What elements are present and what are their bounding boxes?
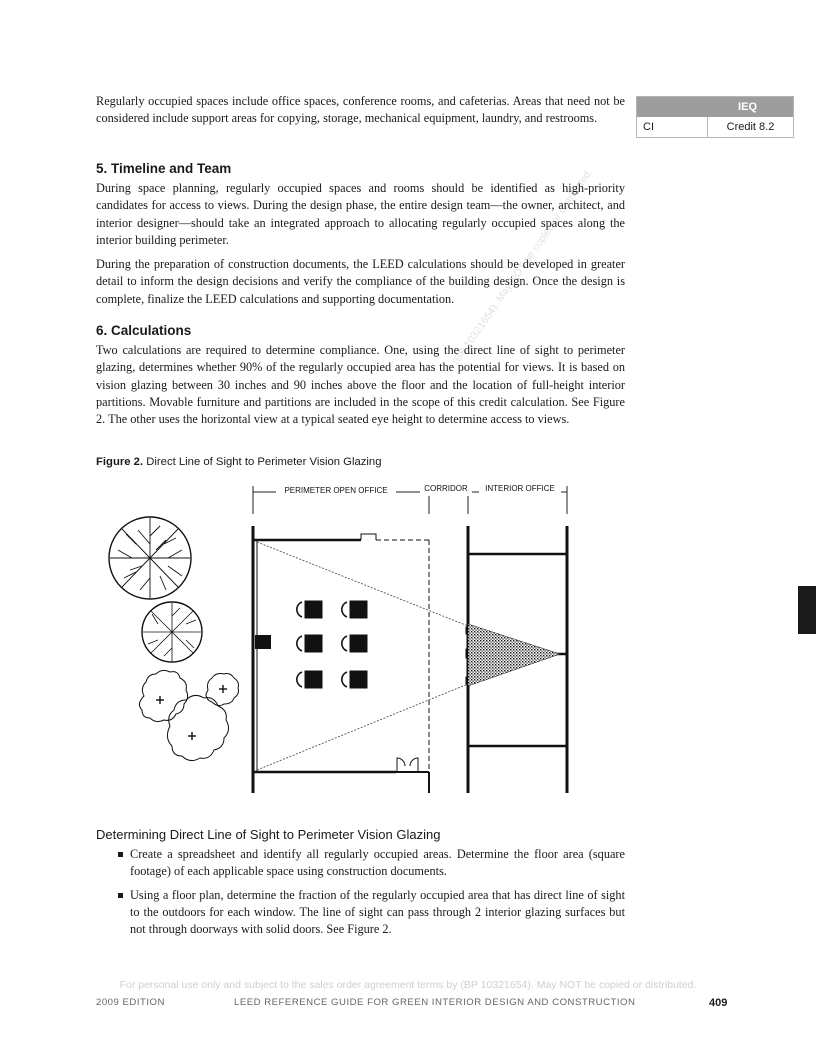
- watermark: For personal use only and subject to the sales order agreement terms by (BP 10321654). May NOT be copied or distributed.: [119, 979, 697, 991]
- rating-system-cell: CI: [637, 117, 708, 137]
- bullet-text: Using a floor plan, determine the fraction of the regularly occupied area that has direct line of sight to the outdoors for each window. The line of sight can pass through 2 interior glazing surfaces but not through doorways with solid doors. See Figure 2.: [130, 887, 625, 937]
- bullet-text: Create a spreadsheet and identify all regularly occupied areas. Determine the floor area (square footage) of each applicable space using construction documents.: [130, 847, 625, 879]
- perimeter-column: [255, 635, 271, 649]
- workstations: [297, 601, 367, 688]
- corridor-walls: [361, 534, 429, 793]
- sight-lines: [257, 542, 468, 770]
- tree-medium: [142, 602, 202, 662]
- section-tab-marker: [798, 586, 816, 634]
- figure-label: Figure 2.: [96, 456, 144, 468]
- credit-row: [637, 117, 793, 137]
- section-6-heading: 6. Calculations: [96, 323, 192, 338]
- bullet-square-icon: [118, 893, 123, 898]
- door: [397, 758, 418, 772]
- exterior-wall: [253, 526, 396, 793]
- corridor-label: CORRIDOR: [424, 484, 468, 493]
- section-5-heading: 5. Timeline and Team: [96, 161, 232, 176]
- credit-number-cell: Credit 8.2: [726, 121, 775, 133]
- section-6-paragraph: Two calculations are required to determine compliance. One, using the direct line of sight to perimeter glazing, determines whether 90% of the regularly occupied area has the potential for views. It is based on vision glazing between 30 inches and 90 inches above the floor and the location of full-height interior partitions. Movable furniture and partitions are included in the scope of this credit calculation. See Figure 2. The other uses the horizontal view at a typical seated eye height to determine access to views.: [96, 343, 625, 427]
- tree-cluster: [139, 670, 238, 760]
- bullet-square-icon: [118, 852, 123, 857]
- subsection-heading: Determining Direct Line of Sight to Perimeter Vision Glazing: [96, 827, 441, 842]
- footer-edition: 2009 EDITION: [96, 997, 165, 1008]
- section-5-paragraph-1: During space planning, regularly occupied spaces and rooms should be identified as high-priority candidates for access to views. During the design phase, the entire design team—the owner, architect, and interior designer—should take an integrated approach to allocating regularly occupied spaces along the interior building perimeter.: [96, 181, 625, 247]
- tree-large: [109, 517, 191, 599]
- list-item: [114, 887, 625, 939]
- bullet-list: [114, 846, 625, 944]
- interior-office-label: INTERIOR OFFICE: [485, 484, 555, 493]
- page-number: 409: [709, 997, 728, 1009]
- credit-sidebox: [636, 96, 794, 138]
- list-item: [114, 846, 625, 881]
- diagonal-watermark: (BP 10321654). May NOT be copied or distributed.: [450, 166, 596, 367]
- footer-book-title: LEED REFERENCE GUIDE FOR GREEN INTERIOR DESIGN AND CONSTRUCTION: [234, 997, 636, 1008]
- credit-category-header: IEQ: [637, 97, 793, 117]
- intro-paragraph: Regularly occupied spaces include office spaces, conference rooms, and cafeterias. Areas that need not be considered include support areas for copying, storage, mechanical equipment, laundry, and restrooms.: [96, 94, 625, 126]
- view-cone: [468, 624, 560, 686]
- figure-title: Direct Line of Sight to Perimeter Vision Glazing: [146, 456, 382, 468]
- section-5-paragraph-2: During the preparation of construction documents, the LEED calculations should be developed in greater detail to inform the design decisions and verify the compliance of the building design. Once the design is complete, finalize the LEED calculations and supporting documentation.: [96, 257, 625, 306]
- line-of-sight-diagram: [96, 478, 596, 800]
- perimeter-open-office-label: PERIMETER OPEN OFFICE: [284, 486, 388, 495]
- figure-caption: [96, 456, 382, 468]
